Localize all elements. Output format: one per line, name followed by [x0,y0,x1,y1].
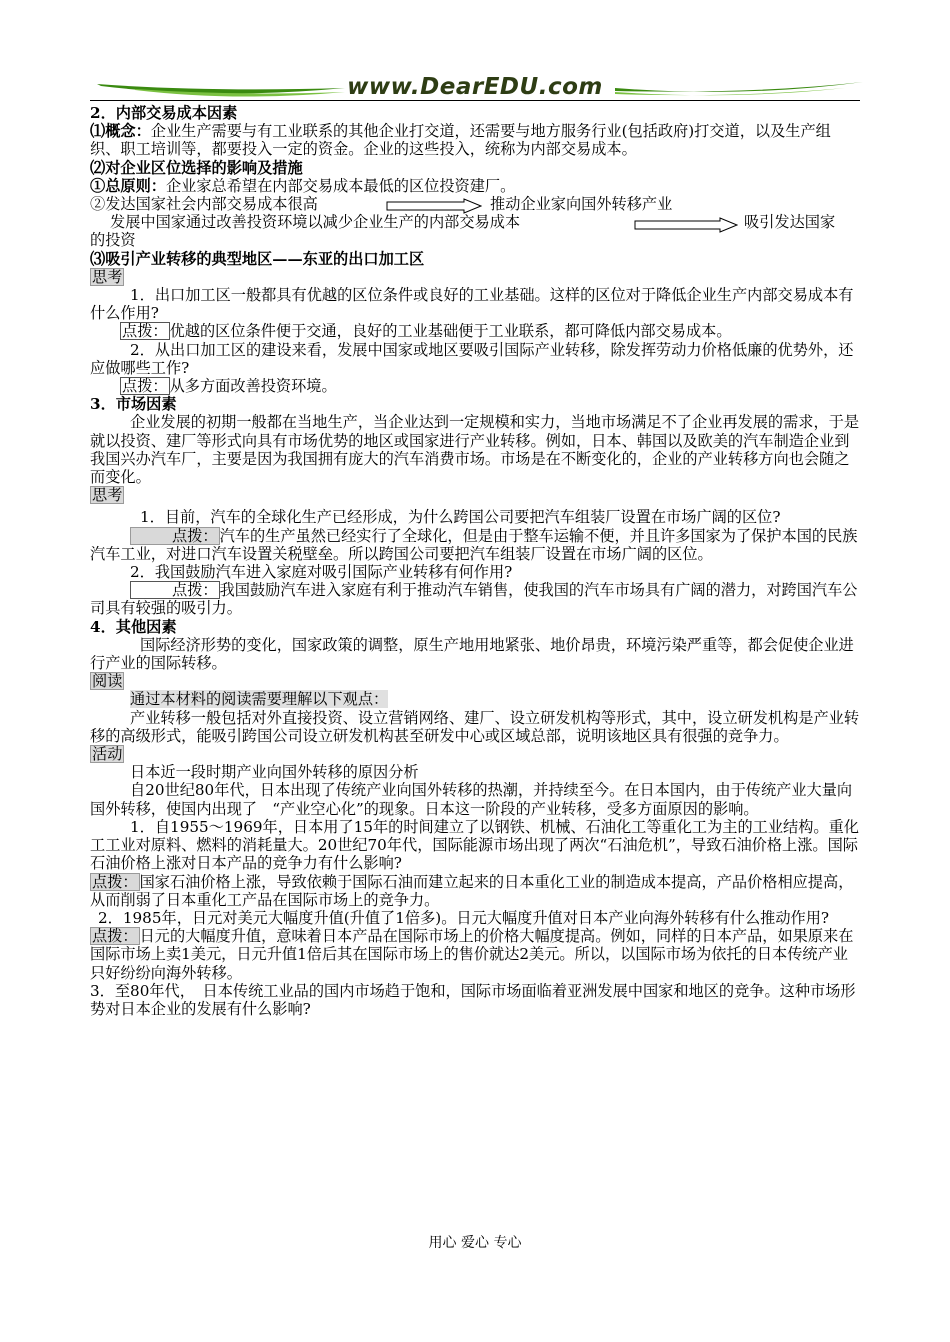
concept-text: 企业生产需要与有工业联系的其他企业打交道，还需要与地方服务行业(包括政府)打交道，以及生产组织、职工培训等，都要投入一定的资金。企业的这些投入，统称为内部交易成本。 [90,122,831,159]
think2-a2: 点拨： 我国鼓励汽车进入家庭有利于推动汽车销售，使我国的汽车市场具有广阔的潜力，对跨国汽车公司具有较强的吸引力。 [90,581,858,618]
principle-text: 企业家总希望在内部交易成本最低的区位投资建厂。 [165,176,516,195]
principle-paragraph [90,177,860,195]
hint-label: 点拨： [122,377,168,396]
flow-row-2 [90,213,860,231]
flow2-right: 吸引发达国家 [744,213,836,232]
think1-a1: 点拨： 优越的区位条件便于交通，良好的工业基础便于工业联系，都可降低内部交易成本。 [122,322,732,341]
flow1-left: ②发达国家社会内部交易成本很高 [90,195,318,214]
think1-q2: 2．从出口加工区的建设来看，发展中国家或地区要吸引国际产业转移，除发挥劳动力价格低廉的优势外，还应做哪些工作? [90,340,854,377]
section-4-text: 国际经济形势的变化，国家政策的调整，原生产地用地紧张、地价昂贵，环境污染严重等，都会促使企业进行产业的国际转移。 [90,635,854,673]
flow-row-1 [90,195,860,213]
think2-a1: 点拨： 汽车的生产虽然已经实行了全球化，但是由于整车运输不便，并且许多国家为了保护本国的民族汽车工业，对进口汽车设置关税壁垒。所以跨国公司要把汽车组装厂设置在市场广阔的区位。 [90,526,858,563]
concept-label: ⑴概念： [90,122,151,141]
reading-intro: 通过本材料的阅读需要理解以下观点： [130,690,389,709]
section-4-title: 4．其他因素 [90,617,177,636]
hint-label: 点拨： [130,581,220,599]
site-logo: www.DearEDU.com [347,74,603,100]
section-2-title: 2．内部交易成本因素 [90,104,238,122]
region-title: ⑶吸引产业转移的典型地区——东亚的出口加工区 [90,249,425,268]
flow2-continuation: 的投资 [90,231,136,250]
concept-paragraph [90,122,860,158]
flow2-arrow-icon [634,217,738,233]
flow1-arrow-icon [386,198,482,214]
impact-title: ⑵对企业区位选择的影响及措施 [90,158,303,177]
hint-label: 点拨： [92,872,138,891]
activity-tag: 活动 [92,745,123,764]
reading-intro-row [90,690,860,708]
header-rule [90,100,860,101]
document-body [90,104,860,1018]
think1-a2: 点拨： 从多方面改善投资环境。 [122,377,337,396]
section-3-text: 企业发展的初期一般都在当地生产，当企业达到一定规模和实力，当地市场满足不了企业再发展的需求，于是就以投资、建厂等形式向具有市场优势的地区或国家进行产业转移。例如，日本、韩国以及欧美的汽车制造企业到我国兴办汽车厂，主要是因为我国拥有庞大的汽车消费市场。市场是在不断变化的，企业的产业转移方向也会随之而变化。 [90,413,859,487]
hint-label: 点拨： [122,322,168,341]
think2-q1: 1．目前，汽车的全球化生产已经形成，为什么跨国公司要把汽车组装厂设置在市场广阔的区位? [140,508,781,527]
hint-label: 点拨： [130,527,220,545]
think-tag-1: 思考 [92,267,123,286]
activity-q3: 3．至80年代， 日本传统工业品的国内市场趋于饱和，国际市场面临着亚洲发展中国家和地区的竞争。这种市场形势对日本企业的发展有什么影响? [90,981,856,1018]
flow2-left: 发展中国家通过改善投资环境以减少企业生产的内部交易成本 [110,213,521,232]
reading-tag: 阅读 [92,672,123,691]
think1-q1: 1．出口加工区一般都具有优越的区位条件或良好的工业基础。这样的区位对于降低企业生产内部交易成本有什么作用? [90,286,854,323]
reading-text: 产业转移一般包括对外直接投资、设立营销网络、建厂、设立研发机构等形式，其中，设立研发机构是产业转移的高级形式，能吸引跨国公司设立研发机构甚至研发中心或区域总部，说明该地区具有很强的竞争力。 [90,708,859,745]
activity-a2: 点拨： 日元的大幅度升值，意味着日本产品在国际市场上的价格大幅度提高。例如，同样的日本产品，如果原来在国际市场上卖1美元，日元升值1倍后其在国际市场上的售价就达2美元。所以，以国际市场为依托的日本传统产业只好纷纷向海外转移。 [90,927,854,982]
page-footer: 用心 爱心 专心 [428,1235,522,1251]
think2-q2: 2．我国鼓励汽车进入家庭对吸引国际产业转移有何作用? [130,563,513,582]
activity-q2: 2．1985年，日元对美元大幅度升值(升值了1倍多)。日元大幅度升值对日本产业向海外转移有什么推动作用? [98,908,830,927]
think-tag-2: 思考 [92,486,123,505]
section-3-title: 3．市场因素 [90,395,177,414]
activity-title: 日本近一段时期产业向国外转移的原因分析 [130,763,419,782]
activity-q1: 1．自1955～1969年，日本用了15年的时间建立了以钢铁、机械、石油化工等重化工为主的工业结构。重化工工业对原料、燃料的消耗量大。20世纪70年代，国际能源市场出现了两次“石油危机”，导致石油价格上涨。国际石油价格上涨对日本产品的竞争力有什么影响? [90,817,859,873]
principle-label: ①总原则： [90,176,166,195]
activity-a1: 点拨： 国家石油价格上涨，导致依赖于国际石油而建立起来的日本重化工业的制造成本提高，产品价格相应提高，从而削弱了日本重化工产品在国际市场上的竞争力。 [90,872,854,909]
hint-label: 点拨： [92,927,138,946]
activity-p1: 自20世纪80年代，日本出现了传统产业向国外转移的热潮，并持续至今。在日本国内，由于传统产业大量向国外转移，使国内出现了 “产业空心化”的现象。日本这一阶段的产业转移，受多方面原因的影响。 [90,781,853,818]
flow1-right: 推动企业家向国外转移产业 [490,195,673,214]
